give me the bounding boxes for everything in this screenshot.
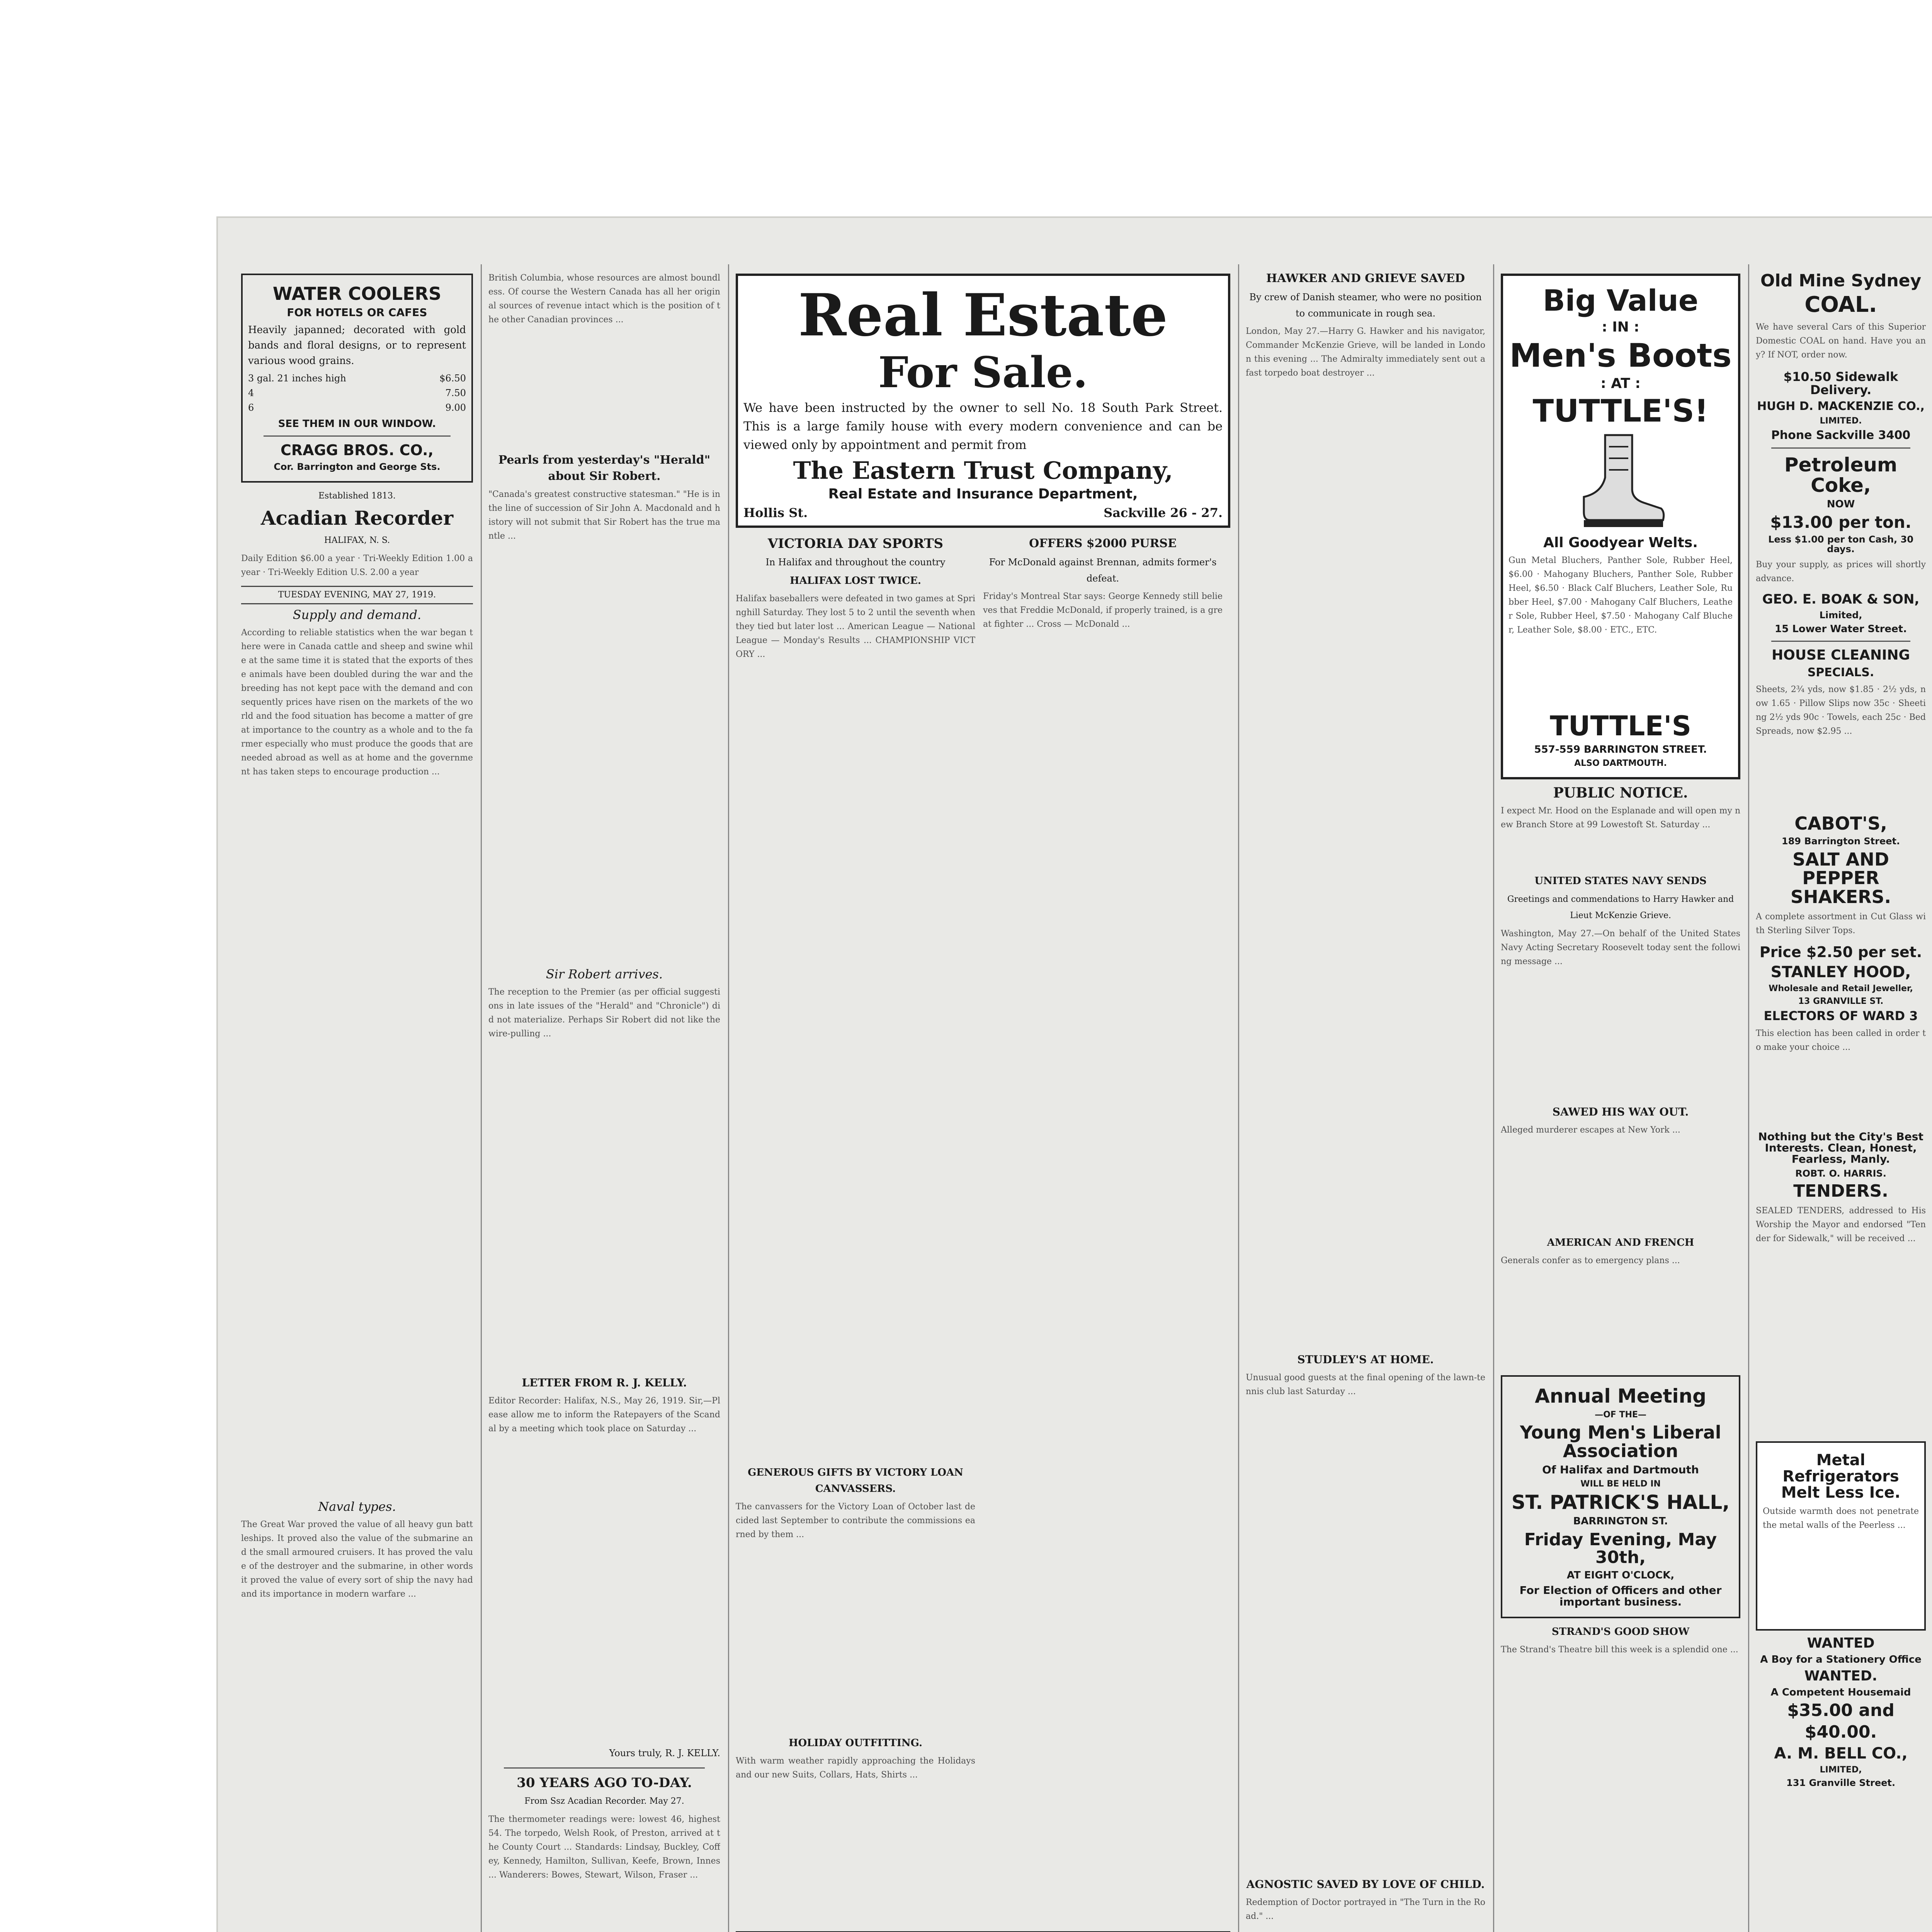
article-supply-demand: According to reliable statistics when the war began there were in Canada cattle and sheep and swine while at the same time it is stated that the exports of these animals have been doubled during the war and the breeding has not kept pace with the demand and consequently prices have risen on the markets of the world and the food situation has become a matter of great importance to the country as a whole and to the farmer especially who must produce the goods that are needed abroad as well as at home and the government has taken steps to encourage production ... — [241, 628, 473, 777]
article-purse: Friday's Montreal Star says: George Kennedy still believes that Freddie McDonald, if properly trained, is a great fighter ... Cross — McDonald ... — [983, 591, 1223, 629]
bell-name: A. M. BELL CO., — [1774, 1744, 1908, 1762]
cooler-title: WATER COOLERS — [272, 283, 442, 304]
cabots-address: 189 Barrington Street. — [1781, 835, 1900, 847]
boak-address: 15 Lower Water Street. — [1775, 623, 1907, 635]
salt-price: Price $2.50 per set. — [1759, 943, 1922, 961]
article-sir-robert: The reception to the Premier (as per official suggestions in late issues of the "Herald" and "Chronicle") did not materialize. Perhaps Sir Robert did not like the wire-pulling ... — [488, 987, 720, 1039]
phone-numbers: Sackville 26 - 27. — [1104, 505, 1223, 520]
sports-subtitle: In Halifax and throughout the country — [765, 556, 946, 568]
wanted-b: WANTED. — [1804, 1668, 1878, 1684]
gragg-address: Cor. Barrington and George Sts. — [274, 461, 440, 472]
from-line: From Ssz Acadian Recorder. May 27. — [524, 1796, 684, 1806]
cabots: CABOT'S, — [1794, 813, 1887, 834]
us-navy-subtitle: Greetings and commendations to Harry Hawker and Lieut McKenzie Grieve. — [1507, 895, 1734, 921]
sports-column — [736, 533, 975, 1926]
article-generous: The canvassers for the Victory Loan of October last decided last September to contribute the commissions earned by them ... — [736, 1502, 975, 1539]
for-sale-title: For Sale. — [878, 347, 1088, 397]
date-line: TUESDAY EVENING, MAY 27, 1919. — [241, 586, 473, 604]
article-agnostic: Redemption of Doctor portrayed in "The Turn in the Road." ... — [1246, 1898, 1485, 1921]
heading-purse: OFFERS $2000 PURSE — [1029, 536, 1177, 550]
column-4 — [1246, 268, 1485, 1932]
mackenzie-phone: Phone Sackville 3400 — [1771, 428, 1911, 442]
column-2 — [488, 268, 720, 1932]
article-strand: The Strand's Theatre bill this week is a splendid one ... — [1501, 1645, 1738, 1655]
cooler-row-3 — [248, 400, 466, 415]
article-sports: Halifax baseballers were defeated in two games at Springhill Saturday. They lost 5 to 2 until the seventh when they tied but later lost ... American League — National League — Monday's Results ... CHAMPIONSHIP VICTORY ... — [736, 594, 975, 659]
at-label: : AT : — [1600, 375, 1641, 391]
coal-body: We have several Cars of this Superior Domestic COAL on hand. Have you any? If NOT, order now. — [1756, 322, 1926, 360]
column-5 — [1501, 268, 1740, 1932]
real-estate-body: We have been instructed by the owner to sell No. 18 South Park Street. This is a large family house with every modern convenience and can be viewed only by appointment and permit from — [743, 400, 1223, 452]
column-6 — [1756, 268, 1926, 1932]
hollis-street: Hollis St. — [743, 505, 808, 520]
mens-boots: Men's Boots — [1509, 336, 1732, 374]
column-rule — [1238, 264, 1239, 1932]
cooler-body: Heavily japanned; decorated with gold bands and floral designs, or to represent various wood grains. — [248, 324, 466, 367]
electors-ward-3: ELECTORS OF WARD 3 — [1764, 1008, 1918, 1023]
cooler-row-1 — [248, 371, 466, 386]
water-coolers-ad — [241, 274, 473, 483]
article-american: Generals confer as to emergency plans ... — [1501, 1256, 1680, 1266]
mackenzie: HUGH D. MACKENZIE CO., — [1757, 400, 1925, 413]
bell-ltd: LIMITED, — [1820, 1765, 1862, 1775]
heading-strand: STRAND'S GOOD SHOW — [1551, 1626, 1690, 1638]
coke-price: $13.00 per ton. — [1770, 512, 1912, 532]
column-rule — [1493, 264, 1494, 1932]
specials: SPECIALS. — [1807, 666, 1874, 679]
bell-address: 131 Granville Street. — [1786, 1777, 1895, 1788]
cooler-size: 4 — [248, 387, 254, 398]
cooler-cta: SEE THEM IN OUR WINDOW. — [278, 418, 436, 430]
cooler-price: 9.00 — [445, 402, 466, 413]
real-estate-title: Real Estate — [798, 281, 1168, 349]
annual-of: —OF THE— — [1595, 1410, 1646, 1420]
column-rule — [481, 264, 482, 1932]
salt-pepper: SALT AND PEPPER SHAKERS. — [1790, 849, 1891, 907]
cooler-price: $6.50 — [439, 372, 466, 384]
heading-halifax-lost: HALIFAX LOST TWICE. — [790, 575, 921, 587]
hall-name: ST. PATRICK'S HALL, — [1511, 1491, 1730, 1514]
coal-title: Old Mine Sydney — [1760, 271, 1922, 291]
welts: All Goodyear Welts. — [1543, 534, 1698, 551]
real-estate-footer — [743, 505, 1223, 520]
divider — [504, 1767, 705, 1769]
eastern-trust: The Eastern Trust Company, — [793, 456, 1173, 485]
cooler-size: 6 — [248, 402, 254, 413]
coke-title: Petroleum Coke, — [1784, 454, 1898, 497]
price-a: $35.00 and — [1787, 1701, 1895, 1721]
newspaper-page — [216, 216, 1932, 1932]
cooler-row-2 — [248, 386, 466, 400]
cooler-subtitle: FOR HOTELS OR CAFES — [287, 306, 427, 319]
cooler-price: 7.50 — [445, 387, 466, 398]
tuttle-address: 557-559 BARRINGTON STREET. — [1534, 743, 1707, 755]
coke-now: NOW — [1827, 498, 1855, 510]
heading-generous: GENEROUS GIFTS BY VICTORY LOAN CANVASSERS. — [748, 1466, 963, 1495]
divider — [1771, 447, 1910, 449]
public-notice-body: I expect Mr. Hood on the Esplanade and will open my new Branch Store at 99 Lowestoft St. Saturday ... — [1501, 806, 1740, 830]
heading-hawker: HAWKER AND GRIEVE SAVED — [1266, 272, 1465, 285]
ymla-of: Of Halifax and Dartmouth — [1542, 1463, 1699, 1476]
heading-supply: Supply and demand. — [293, 607, 422, 622]
hall-street: BARRINGTON ST. — [1573, 1515, 1668, 1527]
heading-agnostic: AGNOSTIC SAVED BY LOVE OF CHILD. — [1246, 1878, 1485, 1891]
masthead: Acadian Recorder — [260, 507, 454, 530]
heading-sawed: SAWED HIS WAY OUT. — [1552, 1105, 1689, 1119]
harris-signature: ROBT. O. HARRIS. — [1795, 1168, 1886, 1179]
coal-word: COAL. — [1804, 292, 1877, 318]
article-holiday: With warm weather rapidly approaching the Holidays and our new Suits, Collars, Hats, Shirts ... — [736, 1756, 975, 1780]
fridge-body: Outside warmth does not penetrate the metal walls of the Peerless ... — [1763, 1507, 1919, 1531]
article-studley: Unusual good guests at the final opening of the lawn-tennis club last Saturday ... — [1246, 1373, 1485, 1396]
coke-less: Less $1.00 per ton Cash, 30 days. — [1768, 534, 1913, 554]
article-30-years: The thermometer readings were: lowest 46, highest 54. The torpedo, Welsh Rook, of Preston, arrived at the County Court ... Standards: Lindsay, Buckley, Coffey, Kennedy, Hamilton, Sullivan, Keefe, Brown, Innes ... Wanderers: Bowes, Stewart, Wilson, Fraser ... — [488, 1815, 720, 1880]
heading-public-notice: PUBLIC NOTICE. — [1553, 785, 1688, 801]
column-3 — [736, 268, 1230, 1932]
column-rule — [1748, 264, 1749, 1932]
article-sawed: Alleged murderer escapes at New York ... — [1501, 1125, 1680, 1135]
article-us-navy: Washington, May 27.—On behalf of the United States Navy Acting Secretary Roosevelt today sent the following message ... — [1501, 929, 1740, 967]
fridge-title: Metal Refrigerators Melt Less Ice. — [1781, 1451, 1901, 1502]
divider — [1771, 641, 1910, 642]
article-columbia-cont: British Columbia, whose resources are almost boundless. Of course the Western Canada has all her original sources of revenue intact which is the position of the other Canadian provinces ... — [488, 273, 720, 325]
fridge-ad — [1756, 1441, 1926, 1631]
electors-body: This election has been called in order to make your choice ... — [1756, 1028, 1926, 1052]
heading-30-years: 30 YEARS AGO TO-DAY. — [517, 1775, 692, 1791]
wanted-a: WANTED — [1807, 1635, 1875, 1651]
cooler-size: 3 gal. 21 inches high — [248, 372, 346, 384]
tuttle-name: TUTTLE'S — [1550, 710, 1691, 742]
will-be-held: WILL BE HELD IN — [1580, 1479, 1661, 1489]
sidewalk-delivery: $10.50 Sidewalk Delivery. — [1783, 369, 1898, 397]
heading-us-navy: UNITED STATES NAVY SENDS — [1534, 875, 1707, 887]
stanley-hood: STANLEY HOOD, — [1770, 963, 1911, 981]
heading-pearls: Pearls from yesterday's "Herald" about Sir Robert. — [498, 453, 711, 483]
subscription-rates: Daily Edition $6.00 a year · Tri-Weekly Edition 1.00 a year · Tri-Weekly Edition U.S. 2.00 a year — [241, 553, 473, 577]
article-kelly-letter: Editor Recorder: Halifax, N.S., May 26, 1919. Sir,—Please allow me to inform the Ratepayers of the Scandal by a meeting which took place on Saturday ... — [488, 1396, 720, 1434]
heading-american: AMERICAN AND FRENCH — [1547, 1237, 1694, 1249]
heading-sports: VICTORIA DAY SPORTS — [767, 536, 944, 551]
in-label: : IN : — [1602, 319, 1639, 335]
real-estate-ad — [736, 274, 1230, 528]
stanley-address: 13 GRANVILLE ST. — [1798, 996, 1884, 1006]
nothing-but: Nothing but the City's Best Interests. Clean, Honest, Fearless, Manly. — [1758, 1130, 1923, 1166]
masthead-city: HALIFAX, N. S. — [324, 535, 390, 545]
article-hawker: London, May 27.—Harry G. Hawker and his navigator, Commander McKenzie Grieve, will be landed in London this evening ... The Admiralty immediately sent out a fast torpedo boat destroyer ... — [1246, 327, 1485, 378]
meeting-time: AT EIGHT O'CLOCK, — [1566, 1570, 1675, 1582]
tenders: TENDERS. — [1793, 1181, 1888, 1201]
salt-body: A complete assortment in Cut Glass with Sterling Silver Tops. — [1756, 912, 1926, 935]
col3-subcolumns — [736, 533, 1230, 1926]
purse-column — [983, 533, 1223, 1926]
tuttles-boots-ad — [1501, 274, 1740, 779]
hawker-subtitle: By crew of Danish steamer, who were no position to communicate in rough sea. — [1249, 292, 1482, 319]
gragg-name: CRAGG BROS. CO., — [281, 441, 434, 459]
heading-studley: STUDLEY'S AT HOME. — [1297, 1353, 1434, 1366]
heading-kelly-letter: LETTER FROM R. J. KELLY. — [522, 1376, 687, 1389]
column-rule — [728, 264, 729, 1932]
boot-list: Gun Metal Bluchers, Panther Sole, Rubber Heel, $6.00 · Mahogany Bluchers, Panther Sole, Rubber Heel, $6.50 · Black Calf Bluchers, Leather Sole, Rubber Heel, $7.00 · Mahogany Calf Bluchers, Leather Sole, Rubber Heel, $7.50 · Mahogany Calf Blucher, Leather Sole, $8.00 · ETC., ETC. — [1509, 556, 1733, 635]
divider — [264, 435, 451, 437]
purse-subtitle: For McDonald against Brennan, admits former's defeat. — [989, 556, 1217, 584]
coke-body: Buy your supply, as prices will shortly advance. — [1756, 560, 1926, 584]
meeting-purpose: For Election of Officers and other important business. — [1519, 1584, 1722, 1608]
mackenzie-ltd: LIMITED. — [1820, 416, 1862, 426]
specials-list: Sheets, 2¾ yds, now $1.85 · 2½ yds, now 1.65 · Pillow Slips now 35c · Sheeting 2½ yds 90c · Towels, each 25c · Bed Spreads, now $2.95 ... — [1756, 684, 1926, 736]
boak-ltd: Limited, — [1819, 609, 1862, 621]
heading-sir-robert: Sir Robert arrives. — [546, 967, 663, 981]
annual-meeting: Annual Meeting — [1535, 1385, 1706, 1408]
article-naval-types: The Great War proved the value of all heavy gun battleships. It proved also the value of the submarine and the small armoured cruisers. It has proved the value of the destroyer and the submarine, in other words it proved the value of every sort of ship the navy had and its importance in modern warfare ... — [241, 1519, 473, 1599]
article-pearls: "Canada's greatest constructive statesman." "He is in the line of succession of Sir John A. Macdonald and history will not submit that Sir Robert has the true mantle ... — [488, 490, 720, 541]
real-estate-dept: Real Estate and Insurance Department, — [828, 486, 1138, 502]
tuttles-title: TUTTLE'S! — [1532, 393, 1709, 429]
ymla-name: Young Men's Liberal Association — [1520, 1422, 1721, 1462]
tenders-body: SEALED TENDERS, addressed to His Worship the Mayor and endorsed "Tender for Sidewalk," will be received ... — [1756, 1206, 1926, 1244]
tuttle-also: ALSO DARTMOUTH. — [1574, 759, 1667, 769]
heading-holiday: HOLIDAY OUTFITTING. — [788, 1737, 922, 1749]
wanted-b-sub: A Competent Housemaid — [1770, 1686, 1911, 1698]
kelly-signature: Yours truly, R. J. KELLY. — [609, 1748, 720, 1759]
price-b: $40.00. — [1804, 1722, 1877, 1742]
boak-name: GEO. E. BOAK & SON, — [1762, 592, 1920, 607]
heading-naval: Naval types. — [318, 1499, 396, 1514]
stanley-sub: Wholesale and Retail Jeweller, — [1769, 983, 1913, 993]
wanted-a-sub: A Boy for a Stationery Office — [1760, 1653, 1922, 1665]
established-line: Established 1813. — [318, 491, 396, 501]
big-value: Big Value — [1543, 283, 1699, 318]
annual-meeting-ad — [1501, 1375, 1740, 1618]
boot-icon — [1574, 431, 1667, 532]
house-cleaning: HOUSE CLEANING — [1771, 647, 1910, 663]
column-1 — [241, 268, 473, 1932]
meeting-date: Friday Evening, May 30th, — [1524, 1529, 1717, 1567]
